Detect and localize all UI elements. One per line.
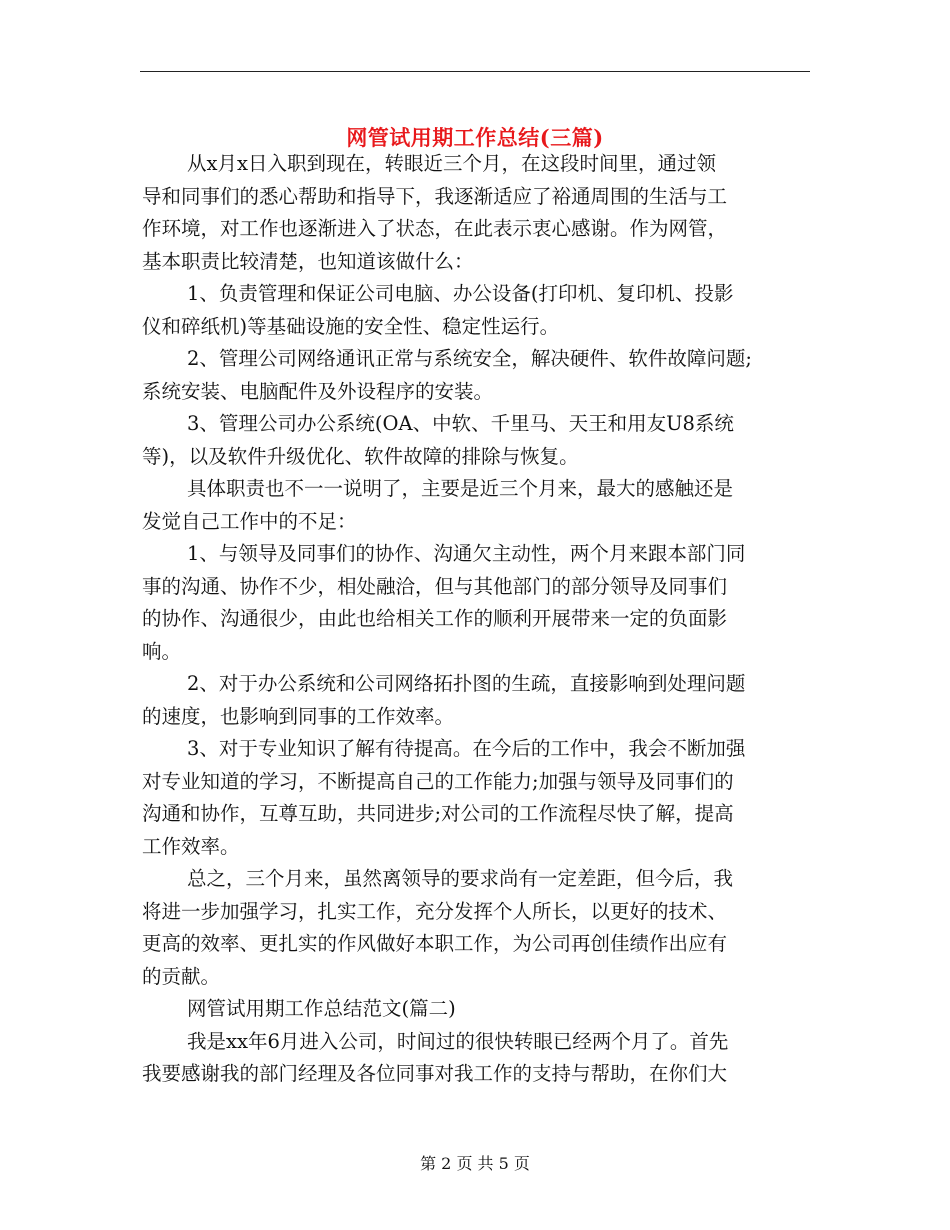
text-line: 将进一步加强学习，扎实工作，充分发挥个人所长，以更好的技术、: [142, 899, 728, 923]
text-line: 的协作、沟通很少，由此也给相关工作的顺利开展带来一定的负面影: [142, 607, 728, 630]
text-line: 事的沟通、协作不少，相处融洽，但与其他部门的部分领导及同事们: [142, 574, 728, 598]
text-line: 系统安装、电脑配件及外设程序的安装。: [142, 379, 494, 403]
text-line: 仪和碎纸机)等基础设施的安全性、稳定性运行。: [142, 314, 560, 338]
text-line: 更高的效率、更扎实的作风做好本职工作，为公司再创佳绩作出应有: [142, 932, 728, 955]
document-body: [142, 148, 817, 1091]
body-paragraph: [142, 278, 817, 343]
text-line: 3、对于专业知识了解有待提高。在今后的工作中，我会不断加强: [187, 737, 746, 760]
text-line: 3、管理公司办公系统(OA、中软、千里马、天王和用友U8系统: [187, 412, 734, 435]
document-title: 网管试用期工作总结(三篇): [346, 125, 604, 151]
body-paragraph: [142, 538, 817, 668]
body-paragraph: [142, 863, 817, 993]
text-line: 沟通和协作，互尊互助，共同进步;对公司的工作流程尽快了解，提高: [142, 802, 734, 825]
text-line: 1、与领导及同事们的协作、沟通欠主动性，两个月来跟本部门同: [187, 542, 746, 565]
text-line: 2、管理公司网络通讯正常与系统安全，解决硬件、软件故障问题;: [187, 347, 752, 370]
text-line: 作环境，对工作也逐渐进入了状态，在此表示衷心感谢。作为网管，: [142, 217, 728, 240]
text-line: 具体职责也不一一说明了，主要是近三个月来，最大的感触还是: [187, 477, 734, 500]
body-paragraph: [142, 993, 817, 1026]
header-rule: [140, 71, 810, 72]
text-line: 基本职责比较清楚，也知道该做什么：: [142, 249, 474, 273]
body-paragraph: [142, 408, 817, 473]
text-line: 导和同事们的悉心帮助和指导下，我逐渐适应了裕通周围的生活与工: [142, 184, 728, 208]
body-paragraph: [142, 343, 817, 408]
text-line: 1、负责管理和保证公司电脑、办公设备(打印机、复印机、投影: [187, 282, 734, 305]
text-line: 网管试用期工作总结范文(篇二): [187, 997, 456, 1020]
body-paragraph: [142, 473, 817, 538]
text-line: 发觉自己工作中的不足：: [142, 509, 357, 533]
text-line: 的速度，也影响到同事的工作效率。: [142, 704, 455, 728]
body-paragraph: [142, 1026, 817, 1091]
text-line: 对专业知道的学习，不断提高自己的工作能力;加强与领导及同事们的: [142, 769, 734, 793]
body-paragraph: [142, 668, 817, 733]
text-line: 等)，以及软件升级优化、软件故障的排除与恢复。: [142, 444, 579, 468]
text-line: 的贡献。: [142, 964, 221, 988]
text-line: 响。: [142, 639, 182, 663]
text-line: 从x月x日入职到现在，转眼近三个月，在这段时间里，通过领: [187, 152, 716, 175]
text-line: 工作效率。: [142, 834, 240, 858]
text-line: 我要感谢我的部门经理及各位同事对我工作的支持与帮助，在你们大: [142, 1062, 728, 1085]
body-paragraph: [142, 148, 817, 278]
page-number-footer: 第 2 页 共 5 页: [420, 1154, 530, 1173]
body-paragraph: [142, 733, 817, 863]
text-line: 我是xx年6月进入公司，时间过的很快转眼已经两个月了。首先: [187, 1029, 729, 1053]
text-line: 总之，三个月来，虽然离领导的要求尚有一定差距，但今后，我: [187, 867, 734, 890]
text-line: 2、对于办公系统和公司网络拓扑图的生疏，直接影响到处理问题: [187, 672, 746, 695]
